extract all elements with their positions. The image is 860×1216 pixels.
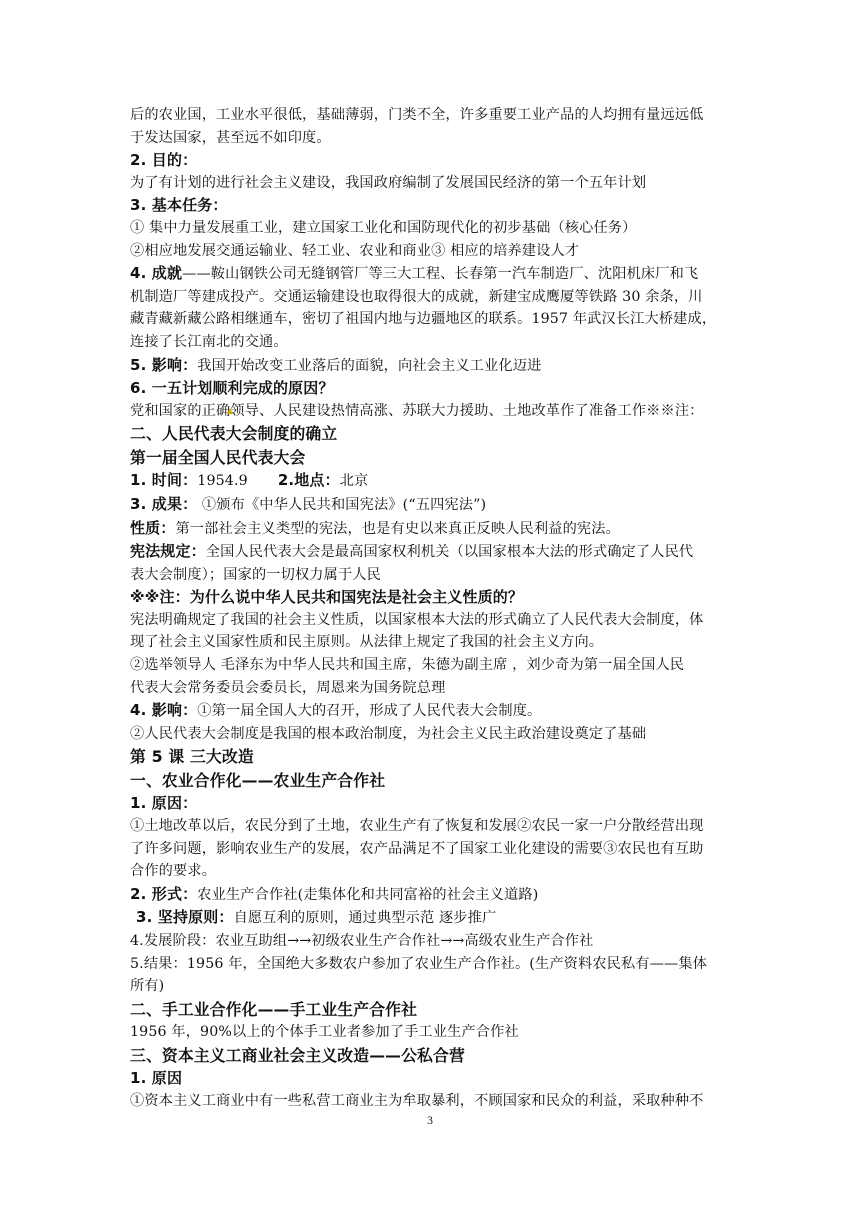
npc-impact-line: ②人民代表大会制度是我国的根本政治制度，为社会主义民主政治建设奠定了基础 [130, 725, 647, 742]
constitution-line [130, 540, 732, 564]
handicraft-line: 1956 年，90%以上的个体手工业者参加了手工业生产合作社 [130, 1024, 519, 1041]
agri-reason-line: 合作的要求。 [130, 863, 217, 880]
impact-label: 5. 影响： [130, 355, 198, 374]
impact-text: 我国开始改变工业落后的面貌，向社会主义工业化迈进 [197, 357, 542, 374]
constitution-line: 表大会制度）；国家的一切权力属于人民 [130, 566, 381, 583]
npc-impact-text: ①第一届全国人大的召开，形成了人民代表大会制度。 [197, 703, 542, 720]
outcome-line: 所有) [130, 978, 165, 995]
agri-reason-heading: 1. 原因： [130, 794, 198, 813]
section-heading: 二、手工业合作化——手工业生产合作社 [130, 999, 418, 1019]
agri-reason-line: 了许多问题，影响农业生产的发展，农产品满足不了国家工业化建设的需要③农民也有互助 [130, 840, 704, 857]
section-heading: 三、资本主义工商业社会主义改造——公私合营 [130, 1045, 465, 1065]
note-line: 宪法明确规定了我国的社会主义性质，以国家根本大法的形式确立了人民代表大会制度，体 [130, 611, 704, 628]
impact-line [130, 354, 732, 378]
reason-heading: 6. 一五计划顺利完成的原因？ [130, 379, 334, 398]
result-label: 3. 成果： [130, 494, 198, 513]
form-text: 农业生产合作社(走集体化和共同富裕的社会主义道路) [197, 886, 539, 903]
nature-label: 性质： [130, 518, 176, 537]
place-value: 北京 [339, 473, 369, 490]
purpose-text: 为了有计划的进行社会主义建设，我国政府编制了发展国民经济的第一个五年计划 [130, 174, 647, 191]
nature-line [130, 517, 732, 541]
time-value: 1954.9 [197, 473, 248, 490]
subsection-heading: 第一届全国人民代表大会 [130, 447, 306, 467]
form-line [130, 883, 732, 907]
election-line: 代表大会常务委员会委员长，周恩来为国务院总理 [130, 679, 446, 696]
form-label: 2. 形式： [130, 884, 198, 903]
time-label: 1. 时间： [130, 471, 198, 490]
principle-text: 自愿互利的原则，通过典型示范 逐步推广 [233, 910, 497, 927]
npc-impact-label: 4. 影响： [130, 701, 198, 720]
constitution-label: 宪法规定： [130, 542, 206, 561]
result-line [130, 493, 732, 517]
achievement-line [130, 262, 732, 286]
time-place-line [130, 469, 732, 493]
purpose-heading: 2. 目的： [130, 151, 198, 170]
capital-reason-line: ①资本主义工商业中有一些私营工商业主为牟取暴利，不顾国家和民众的利益，采取种种不 [130, 1092, 704, 1109]
task-item: ① 集中力量发展重工业，建立国家工业化和国防现代化的初步基础（核心任务） [130, 219, 637, 236]
achievement-label: 4. 成就 [130, 264, 183, 283]
section-heading: 二、人民代表大会制度的确立 [130, 424, 338, 444]
achievement-line: 藏青藏新藏公路相继通车，密切了祖国内地与边疆地区的联系。1957 年武汉长江大桥建成， [130, 311, 717, 328]
capital-reason-heading: 1. 原因 [130, 1069, 183, 1088]
constitution-text: 全国人民代表大会是最高国家权利机关（以国家根本大法的形式确定了人民代 [205, 544, 694, 561]
task-item: ②相应地发展交通运输业、轻工业、农业和商业③ 相应的培养建设人才 [130, 242, 580, 259]
section-heading: 一、农业合作化——农业生产合作社 [130, 770, 386, 790]
document-body [130, 104, 732, 1113]
achievement-text: ——鞍山钢铁公司无缝钢管厂等三大工程、长春第一汽车制造厂、沈阳机床厂和飞 [182, 266, 699, 283]
page-number: 3 [427, 1113, 433, 1127]
result-text: ①颁布《中华人民共和国宪法》(“五四宪法”) [197, 496, 487, 513]
place-label: 2.地点： [277, 471, 340, 490]
paragraph-line: 于发达国家，甚至远不如印度。 [130, 129, 331, 146]
achievement-line: 连接了长江南北的交通。 [130, 333, 288, 350]
note-heading: ※※注：为什么说中华人民共和国宪法是社会主义性质的？ [130, 588, 524, 607]
stage-line: 4.发展阶段：农业互助组→→初级农业生产合作社→→高级农业生产合作社 [130, 933, 594, 949]
achievement-line: 机制造厂等建成投产。交通运输建设也取得很大的成就，新建宝成鹰厦等铁路 30 余条，川 [130, 288, 703, 305]
agri-reason-line: ①土地改革以后，农民分到了土地，农业生产有了恢复和发展②农民一家一户分散经营出现 [130, 818, 704, 835]
task-heading: 3. 基本任务： [130, 196, 228, 215]
reason-line [130, 400, 732, 423]
principle-line [130, 906, 732, 930]
lesson-title: 第 5 课 三大改造 [130, 747, 254, 767]
paragraph-line: 后的农业国，工业水平很低，基础薄弱，门类不全，许多重要工业产品的人均拥有量远远低 [130, 107, 704, 123]
npc-impact-line [130, 699, 732, 723]
note-line: 现了社会主义国家性质和民主原则。从法律上规定了我国的社会主义方向。 [130, 634, 604, 651]
reason-text-a: 党和国家的正确 [130, 402, 231, 419]
election-line: ②选举领导人 毛泽东为中华人民共和国主席，朱德为副主席 ，刘少奇为第一届全国人民 [130, 657, 685, 674]
reason-text-b: 领导、人民建设热情高涨、苏联大力援助、土地改革作了准备工作※※注： [230, 402, 704, 419]
principle-label: 3. 坚持原则： [136, 908, 234, 927]
nature-text: 第一部社会主义类型的宪法，也是有史以来真正反映人民利益的宪法。 [175, 520, 620, 537]
outcome-line: 5.结果：1956 年，全国绝大多数农户参加了农业生产合作社。(生产资料农民私有——集体 [130, 955, 708, 972]
